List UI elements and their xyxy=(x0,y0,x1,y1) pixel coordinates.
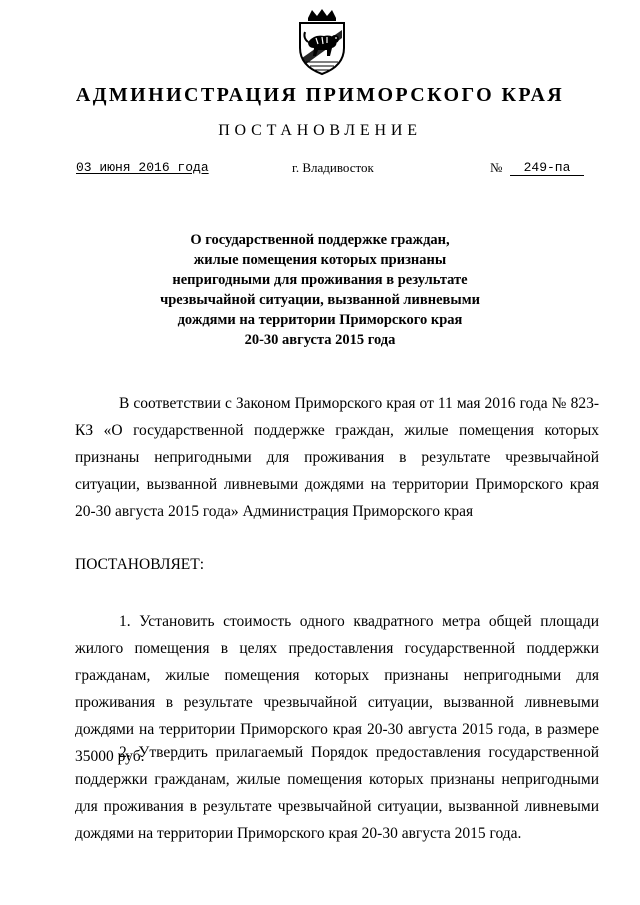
heading-line: дождями на территории Приморского края xyxy=(177,312,463,328)
organization-title: АДМИНИСТРАЦИЯ ПРИМОРСКОГО КРАЯ xyxy=(75,84,565,106)
heading-line: чрезвычайной ситуации, вызванной ливневыми xyxy=(160,292,480,308)
document-date: 03 июня 2016 года xyxy=(76,160,209,175)
resolution-item: 1. Установить стоимость одного квадратного метра общей площади жилого помещения в целях предоставления государственной поддержки гражданам, жилые помещения которых признаны непригодными для проживания в результате чрезвычайной ситуации, вызванной ливневыми дождями на территории Приморского края 20-30 августа 2015 года, в размере 35000 руб. xyxy=(75,613,599,765)
document-city: г. Владивосток xyxy=(292,160,374,175)
heading-line: 20-30 августа 2015 года xyxy=(244,332,396,348)
document-type: ПОСТАНОВЛЕНИЕ xyxy=(218,122,422,139)
document-number: 249-па xyxy=(510,160,584,176)
heading-line: жилые помещения которых признаны xyxy=(193,252,447,268)
coat-of-arms-tiger-icon xyxy=(294,8,350,76)
document-heading xyxy=(120,230,520,350)
resolves-heading: ПОСТАНОВЛЯЕТ: xyxy=(75,556,205,573)
document-meta-row xyxy=(0,160,640,182)
resolution-item: 2. Утвердить прилагаемый Порядок предоставления государственной поддержки гражданам, жилые помещения которых признаны непригодными для проживания в результате чрезвычайной ситуации, вызванной ливневыми дождями на территории Приморского края 20-30 августа 2015 года. xyxy=(75,744,599,842)
heading-line: О государственной поддержке граждан, xyxy=(190,232,450,248)
preamble-paragraph: В соответствии с Законом Приморского края от 11 мая 2016 года № 823-КЗ «О государственной поддержке граждан, жилые помещения которых признаны непригодными для проживания в результате чрезвычайной ситуации, вызванной ливневыми дождями на территории Приморского края 20-30 августа 2015 года» Администрация Приморского края xyxy=(75,395,599,520)
document-number-label: № xyxy=(490,160,503,175)
heading-line: непригодными для проживания в результате xyxy=(172,272,468,288)
